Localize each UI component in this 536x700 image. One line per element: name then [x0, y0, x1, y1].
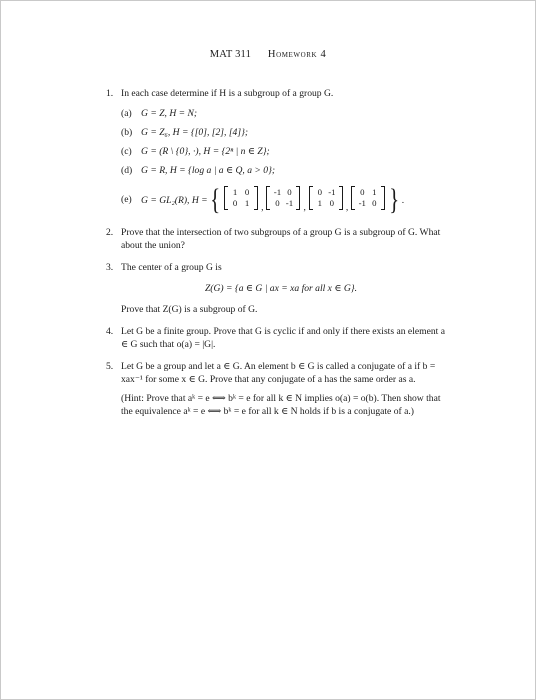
matrix-entry: -1 — [285, 198, 294, 208]
part-b — [121, 126, 451, 139]
matrix-entry: 1 — [244, 198, 250, 208]
left-brace: { — [209, 183, 220, 216]
part-d — [121, 164, 451, 177]
center-equation: Z(G) = {a ∈ G | ax = xa for all x ∈ G}. — [204, 283, 358, 294]
problem-tail: Prove that Z(G) is a subgroup of G. — [121, 304, 258, 315]
problem-2 — [106, 226, 451, 252]
matrix-entry: 0 — [329, 198, 335, 208]
part-label: (a) — [121, 108, 132, 119]
course-code: MAT 311 — [209, 49, 252, 60]
part-label: (e) — [121, 194, 132, 205]
matrix-separator: , — [303, 202, 306, 213]
part-label: (d) — [121, 165, 133, 176]
part-c — [121, 145, 451, 158]
matrix-separator: , — [261, 202, 264, 213]
matrix-entry: -1 — [328, 187, 336, 197]
matrix — [224, 186, 258, 210]
matrix-entry: 0 — [317, 187, 323, 197]
problem-1-parts — [121, 107, 451, 217]
part-text: G = Z₆, H = {[0], [2], [4]}; — [141, 127, 249, 138]
matrix-entry: 0 — [287, 187, 292, 197]
page-header — [1, 49, 535, 60]
matrix — [309, 186, 343, 210]
matrix-set — [222, 186, 387, 214]
matrix-right-bracket — [254, 186, 258, 210]
matrix — [351, 186, 385, 210]
matrix-entry: 0 — [372, 198, 377, 208]
problem-text: Prove that the intersection of two subgroups of a group G is a subgroup of G. What about the union? — [121, 227, 441, 251]
matrix-entry: 1 — [372, 187, 377, 197]
matrix-entry: 0 — [360, 187, 365, 197]
problem-number: 5. — [106, 361, 114, 372]
problem-1 — [106, 87, 451, 217]
matrix-entry: 1 — [317, 198, 323, 208]
matrix-entry: 0 — [275, 198, 280, 208]
matrix-right-bracket — [381, 186, 385, 210]
part-text: G = R, H = {log a | a ∈ Q, a > 0}; — [141, 165, 276, 176]
matrix-entry: 0 — [232, 198, 238, 208]
part-terminator: . — [401, 194, 405, 206]
part-e — [121, 183, 451, 217]
problem-list — [106, 87, 451, 427]
part-label: (b) — [121, 127, 133, 138]
problem-3 — [106, 261, 451, 316]
homework-title: Homework 4 — [267, 49, 327, 60]
problem-number: 3. — [106, 262, 114, 273]
part-label: (c) — [121, 146, 132, 157]
matrix-right-bracket — [339, 186, 343, 210]
matrix-entry: -1 — [358, 198, 366, 208]
matrix-right-bracket — [296, 186, 300, 210]
matrix-cells — [228, 186, 254, 210]
problem-5 — [106, 360, 451, 418]
problem-4 — [106, 325, 451, 351]
part-a — [121, 107, 451, 120]
matrix-cells — [355, 186, 381, 210]
matrix-entry: -1 — [273, 187, 282, 197]
matrix-entry: 1 — [232, 187, 238, 197]
right-brace: } — [389, 183, 400, 216]
hint: (Hint: Prove that aᵏ = e ⟺ bᵏ = e for all k ∈ N implies o(a) = o(b). Then show that the equivalence aᵏ = e ⟺ bᵏ = e for all k ∈ N holds if b is a conjugate of a.) — [121, 393, 441, 417]
problem-text: In each case determine if H is a subgroup of a group G. — [121, 88, 334, 99]
problem-number: 4. — [106, 326, 114, 337]
matrix — [266, 186, 300, 210]
matrix-entry: 0 — [244, 187, 250, 197]
part-text: G = Z, H = N; — [141, 108, 198, 119]
part-text: G = GL₂(R), H = — [141, 194, 208, 206]
matrix-cells — [313, 186, 339, 210]
problem-text: Let G be a finite group. Prove that G is cyclic if and only if there exists an element a ∈ G such that o(a) = |G|. — [121, 326, 445, 350]
problem-number: 1. — [106, 88, 114, 99]
matrix-separator: , — [345, 202, 349, 213]
problem-text: Let G be a group and let a ∈ G. An element b ∈ G is called a conjugate of a if b = xax⁻¹ for some x ∈ G. Prove that any conjugate of a has the same order as a. — [121, 361, 436, 385]
part-text: G = (R \ {0}, ·), H = {2ⁿ | n ∈ Z}; — [141, 146, 270, 157]
problem-number: 2. — [106, 227, 114, 238]
matrix-cells — [270, 186, 296, 210]
problem-text: The center of a group G is — [121, 262, 222, 273]
